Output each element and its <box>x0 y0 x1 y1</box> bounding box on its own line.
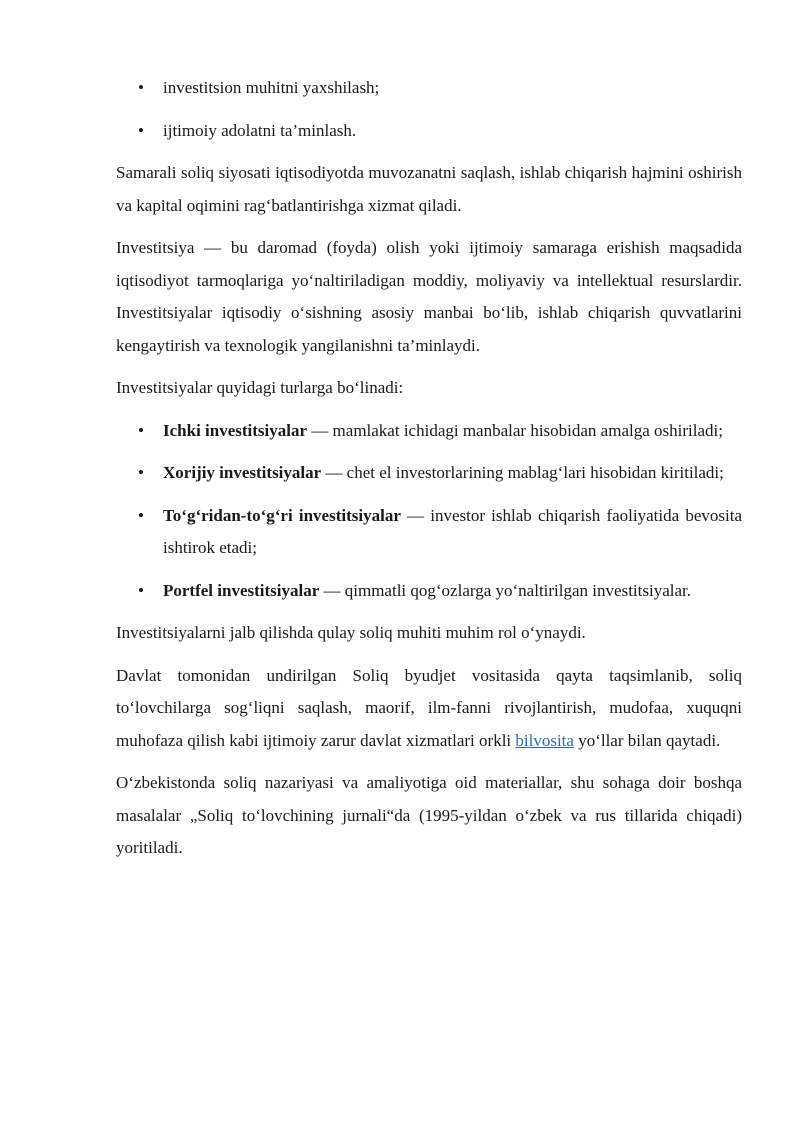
bullet-list-top <box>116 72 742 147</box>
term-description: — qimmatli qog‘ozlarga yo‘naltirilgan investitsiyalar. <box>319 580 691 600</box>
list-item <box>116 72 742 105</box>
investment-types-list <box>116 415 742 608</box>
list-item <box>116 115 742 148</box>
term-description: — mamlakat ichidagi manbalar hisobidan amalga oshiriladi; <box>307 420 723 440</box>
term-label: Portfel investitsiyalar <box>163 580 320 600</box>
list-item <box>116 575 742 608</box>
bullet-icon: • <box>138 463 144 482</box>
paragraph-uzbekistan: O‘zbekistonda soliq nazariyasi va amaliyotiga oid materiallar, shu sohaga doir boshqa masalalar „Soliq to‘lovchining jurnali“da (1995-yildan o‘zbek va rus tillarida chiqadi) yoritiladi. <box>116 773 742 857</box>
paragraph-types-intro: Investitsiyalar quyidagi turlarga bo‘linadi: <box>116 378 404 397</box>
paragraph-text: Davlat tomonidan undirilgan Soliq byudjet vositasida qayta taqsimlanib, soliq to‘lovchilarga sog‘liqni saqlash, maorif, ilm-fanni rivojlantirish, mudofaa, xuquqni muhofaza qilish kabi ijtimoiy zarur davlat xizmatlari orkli <box>116 665 742 750</box>
bullet-icon: • <box>138 120 144 140</box>
list-item <box>116 500 742 565</box>
term-label: Ichki investitsiyalar <box>163 420 308 440</box>
paragraph-investment-definition: Investitsiya — bu daromad (foyda) olish yoki ijtimoiy samaraga erishish maqsadida iqtisodiyot tarmoqlariga yo‘naltiriladigan moddiy, moliyaviy va intellektual resurslardir. Investitsiyalar iqtisodiy o‘sishning asosiy manbai bo‘lib, ishlab chiqarish quvvatlarini kengaytirish va texnologik yangilanishni ta’minlaydi. <box>116 238 742 355</box>
bullet-icon: • <box>138 78 144 97</box>
list-item-text: investitsion muhitni yaxshilash; <box>163 78 380 97</box>
list-item-text: ijtimoiy adolatni ta’minlash. <box>163 120 357 140</box>
list-item <box>116 415 742 448</box>
term-description: — chet el investorlarining mablag‘lari hisobidan kiritiladi; <box>321 463 724 482</box>
term-label: To‘g‘ridan-to‘g‘ri investitsiyalar <box>163 505 401 525</box>
bullet-icon: • <box>138 420 144 440</box>
paragraph-tax-policy: Samarali soliq siyosati iqtisodiyotda muvozanatni saqlash, ishlab chiqarish hajmini oshirish va kapital oqimini rag‘batlantirishga xizmat qiladi. <box>116 163 742 215</box>
list-item <box>116 457 742 490</box>
paragraph-tax-environment: Investitsiyalarni jalb qilishda qulay soliq muhiti muhim rol o‘ynaydi. <box>116 623 586 642</box>
paragraph-state-services <box>116 660 742 758</box>
term-label: Xorijiy investitsiyalar <box>163 463 322 482</box>
bullet-icon: • <box>138 505 144 525</box>
bilvosita-link[interactable]: bilvosita <box>515 730 574 750</box>
bullet-icon: • <box>138 580 144 600</box>
paragraph-text: yo‘llar bilan qaytadi. <box>573 730 721 750</box>
term-description: — investor ishlab chiqarish faoliyatida bevosita ishtirok etadi; <box>163 505 742 557</box>
